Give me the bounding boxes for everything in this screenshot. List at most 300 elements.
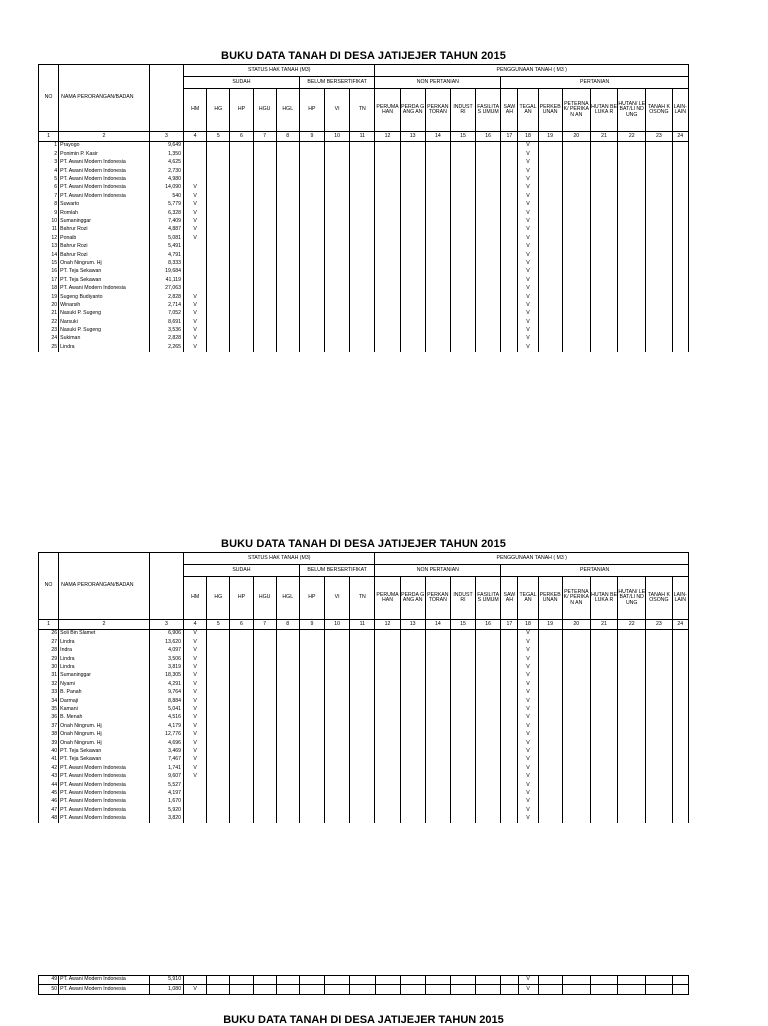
row-cell [590,259,617,267]
row-cell [646,798,672,806]
row-tegalan-check: V [518,689,538,697]
row-hm-check: V [184,327,207,335]
row-cell [646,781,672,789]
row-cell [476,697,501,705]
row-cell [646,764,672,772]
row-cell [400,789,425,797]
row-cell [230,664,253,672]
row-cell [451,985,476,994]
col-group-penggunaan: PENGGUNAAN TANAH ( M3 ) [375,553,689,565]
row-cell [450,251,475,259]
row-cell [618,159,646,167]
row-cell [618,285,646,293]
row-cell [672,706,689,714]
row-cell [276,285,299,293]
col-header: VI [325,89,350,132]
row-no: 16 [39,268,59,276]
row-cell [476,343,501,351]
row-cell [207,638,230,646]
row-cell [253,192,276,200]
row-hm-check [184,276,207,284]
row-area: 5,041 [149,706,183,714]
col-header: FASILITA S UMUM [476,89,501,132]
row-cell [672,268,689,276]
row-cell [562,327,590,335]
row-cell [476,806,501,814]
row-cell [230,781,253,789]
row-tegalan-check: V [518,638,538,646]
row-cell [425,731,450,739]
row-cell [672,184,689,192]
row-cell [253,301,276,309]
row-cell [562,672,590,680]
row-cell [646,722,672,730]
row-area: 4,179 [149,722,183,730]
row-cell [646,243,672,251]
row-cell [276,672,299,680]
row-cell [646,259,672,267]
row-cell [538,176,562,184]
row-no: 20 [39,301,59,309]
row-cell [590,789,617,797]
row-cell [230,985,253,994]
row-no: 39 [39,739,59,747]
row-cell [425,739,450,747]
row-cell [618,722,646,730]
row-cell [672,672,689,680]
table-row [39,327,689,335]
row-cell [646,268,672,276]
col-number: 13 [400,620,425,630]
row-cell [476,781,501,789]
row-cell [646,647,672,655]
row-cell [501,798,518,806]
row-cell [425,781,450,789]
row-cell [207,630,230,639]
row-cell [618,268,646,276]
row-cell [276,655,299,663]
row-tegalan-check: V [518,142,538,151]
col-header: PERUMA HAN [375,89,400,132]
row-cell [646,301,672,309]
row-cell [299,251,324,259]
row-cell [538,301,562,309]
row-area: 5,920 [149,806,183,814]
row-no: 49 [39,976,59,985]
row-cell [400,226,425,234]
table-row [39,731,689,739]
row-cell [646,192,672,200]
row-cell [253,756,276,764]
row-cell [590,756,617,764]
row-cell [590,201,617,209]
row-cell [299,630,324,639]
row-cell [400,664,425,672]
row-name: Nyami [59,680,150,688]
row-cell [450,343,475,351]
row-cell [375,167,400,175]
row-hm-check: V [184,184,207,192]
row-cell [450,167,475,175]
row-cell [350,781,375,789]
row-no: 43 [39,773,59,781]
row-cell [501,259,518,267]
row-cell [476,714,501,722]
row-cell [501,218,518,226]
row-cell [501,176,518,184]
row-cell [230,276,253,284]
row-cell [590,192,617,200]
row-cell [253,689,276,697]
col-header: HP [299,577,324,620]
row-no: 48 [39,815,59,823]
row-cell [207,739,230,747]
row-cell [476,764,501,772]
row-cell [325,234,350,242]
row-name: Bahrur Rozi [59,251,150,259]
row-cell [538,276,562,284]
row-cell [276,167,299,175]
row-cell [375,985,400,994]
row-tegalan-check: V [518,159,538,167]
row-cell [350,680,375,688]
row-tegalan-check: V [518,318,538,326]
row-no: 8 [39,201,59,209]
row-cell [618,789,646,797]
row-cell [207,318,230,326]
row-hm-check: V [184,192,207,200]
row-cell [646,335,672,343]
row-hm-check: V [184,301,207,309]
row-cell [207,747,230,755]
row-cell [400,243,425,251]
row-cell [591,985,618,994]
row-cell [501,647,518,655]
row-cell [425,251,450,259]
col-number: 12 [375,132,400,142]
row-cell [450,773,475,781]
row-cell [276,739,299,747]
row-cell [618,201,646,209]
row-cell [425,714,450,722]
row-area: 8,884 [149,697,183,705]
row-cell [562,747,590,755]
row-cell [501,285,518,293]
row-cell [450,234,475,242]
row-hm-check: V [184,756,207,764]
row-cell [646,731,672,739]
row-cell [325,243,350,251]
row-no: 23 [39,327,59,335]
table-row [39,310,689,318]
row-cell [501,276,518,284]
row-cell [425,318,450,326]
row-no: 40 [39,747,59,755]
table-row [39,773,689,781]
row-cell [672,234,689,242]
row-cell [538,722,562,730]
row-cell [450,697,475,705]
row-cell [450,747,475,755]
row-cell [476,664,501,672]
row-no: 2 [39,150,59,158]
row-cell [450,184,475,192]
row-tegalan-check: V [518,251,538,259]
row-cell [476,293,501,301]
row-area: 3,469 [149,747,183,755]
row-cell [646,773,672,781]
row-cell [425,680,450,688]
row-hm-check: V [184,647,207,655]
row-no: 6 [39,184,59,192]
row-cell [299,731,324,739]
col-header: PERDA GANG AN [400,89,425,132]
row-cell [476,310,501,318]
row-cell [672,251,689,259]
row-cell [562,268,590,276]
row-cell [299,268,324,276]
row-name: B. Menah [59,714,150,722]
row-cell [325,789,350,797]
row-cell [590,664,617,672]
row-cell [538,142,562,151]
row-hm-check [184,176,207,184]
row-cell [299,722,324,730]
row-cell [230,672,253,680]
row-cell [350,285,375,293]
row-cell [476,318,501,326]
row-cell [325,176,350,184]
row-cell [375,259,400,267]
row-cell [375,159,400,167]
row-cell [590,747,617,755]
row-cell [562,739,590,747]
row-cell [325,731,350,739]
col-group-pertanian: PERTANIAN [501,565,689,577]
row-cell [350,335,375,343]
row-cell [276,756,299,764]
col-number: 22 [618,132,646,142]
row-cell [299,756,324,764]
row-cell [618,672,646,680]
row-cell [425,192,450,200]
row-cell [350,655,375,663]
row-cell [299,226,324,234]
row-tegalan-check: V [518,739,538,747]
row-cell [590,798,617,806]
row-cell [400,680,425,688]
row-cell [646,176,672,184]
table-row [39,218,689,226]
row-cell [253,293,276,301]
row-cell [276,630,299,639]
row-no: 27 [39,638,59,646]
row-cell [425,638,450,646]
row-name: Romlah [59,209,150,217]
row-cell [350,664,375,672]
row-cell [538,976,562,985]
row-cell [350,638,375,646]
row-cell [672,176,689,184]
row-cell [299,739,324,747]
col-number: 22 [618,620,646,630]
row-cell [325,192,350,200]
col-number: 1 [39,620,59,630]
row-name: Narsuki [59,318,150,326]
row-name: Darmaji [59,697,150,705]
row-cell [538,335,562,343]
table-row [39,150,689,158]
row-cell [425,268,450,276]
row-cell [618,310,646,318]
row-cell [276,789,299,797]
col-header: TEGAL AN [518,89,538,132]
row-cell [375,184,400,192]
col-header: TANAH KOSONG [646,577,672,620]
row-cell [590,680,617,688]
row-area: 9,607 [149,773,183,781]
row-cell [400,251,425,259]
row-no: 50 [39,985,59,994]
row-cell [400,697,425,705]
row-cell [253,722,276,730]
table-row [39,251,689,259]
row-cell [299,192,324,200]
row-cell [646,150,672,158]
row-no: 34 [39,697,59,705]
row-area: 3,536 [149,327,183,335]
row-area: 8,333 [149,259,183,267]
table-row [39,747,689,755]
col-number: 3 [149,132,183,142]
row-cell [276,664,299,672]
row-cell [230,301,253,309]
row-cell [562,689,590,697]
row-cell [299,747,324,755]
table-row [39,672,689,680]
row-cell [476,285,501,293]
row-area: 2,828 [149,293,183,301]
row-cell [450,664,475,672]
row-cell [253,664,276,672]
row-cell [253,697,276,705]
row-cell [400,268,425,276]
row-cell [425,655,450,663]
row-cell [538,167,562,175]
row-cell [375,226,400,234]
row-area: 1,350 [149,150,183,158]
row-cell [299,167,324,175]
row-cell [450,714,475,722]
row-cell [325,714,350,722]
table-row [39,781,689,789]
row-cell [276,689,299,697]
row-cell [618,764,646,772]
row-cell [618,630,646,639]
col-header: HUTAN/ LEBAT/LI NDUNG [618,89,646,132]
row-cell [476,150,501,158]
row-cell [400,689,425,697]
row-cell [501,722,518,730]
row-no: 46 [39,798,59,806]
col-header: HUTAN BELUKA R [590,577,617,620]
table-row [39,184,689,192]
row-name: Prayogo [59,142,150,151]
row-cell [230,976,253,985]
row-tegalan-check: V [518,310,538,318]
row-cell [562,209,590,217]
row-cell [375,301,400,309]
row-cell [646,789,672,797]
row-no: 41 [39,756,59,764]
row-cell [538,251,562,259]
row-tegalan-check: V [518,293,538,301]
row-hm-check: V [184,722,207,730]
row-cell [476,218,501,226]
row-name: PT. Awani Modern Indonesia [59,806,150,814]
row-cell [672,781,689,789]
row-cell [476,184,501,192]
row-cell [299,647,324,655]
row-cell [400,301,425,309]
row-cell [450,689,475,697]
col-number: 24 [672,620,689,630]
row-cell [276,259,299,267]
row-cell [276,335,299,343]
row-cell [618,150,646,158]
row-cell [476,773,501,781]
row-cell [646,680,672,688]
row-cell [501,243,518,251]
row-cell [325,672,350,680]
row-cell [590,638,617,646]
row-cell [425,697,450,705]
row-cell [618,343,646,351]
row-cell [325,647,350,655]
row-cell [375,176,400,184]
row-cell [618,747,646,755]
table-row [39,798,689,806]
row-cell [672,159,689,167]
col-number: 7 [253,132,276,142]
row-cell [590,327,617,335]
row-cell [253,343,276,351]
row-cell [230,764,253,772]
row-cell [450,706,475,714]
row-cell [253,706,276,714]
col-header: HP [299,89,324,132]
row-hm-check: V [184,638,207,646]
row-hm-check: V [184,343,207,351]
row-cell [207,697,230,705]
row-name: Sukiman [59,335,150,343]
row-area: 2,265 [149,343,183,351]
row-cell [618,976,646,985]
row-name: PT. Awani Modern Indonesia [59,789,150,797]
row-cell [450,142,475,151]
row-area: 5,779 [149,201,183,209]
row-cell [590,630,617,639]
row-cell [230,218,253,226]
row-cell [400,630,425,639]
row-cell [538,285,562,293]
row-no: 17 [39,276,59,284]
table-row [39,976,689,985]
row-cell [350,310,375,318]
row-cell [253,167,276,175]
row-tegalan-check: V [518,335,538,343]
row-tegalan-check: V [518,655,538,663]
